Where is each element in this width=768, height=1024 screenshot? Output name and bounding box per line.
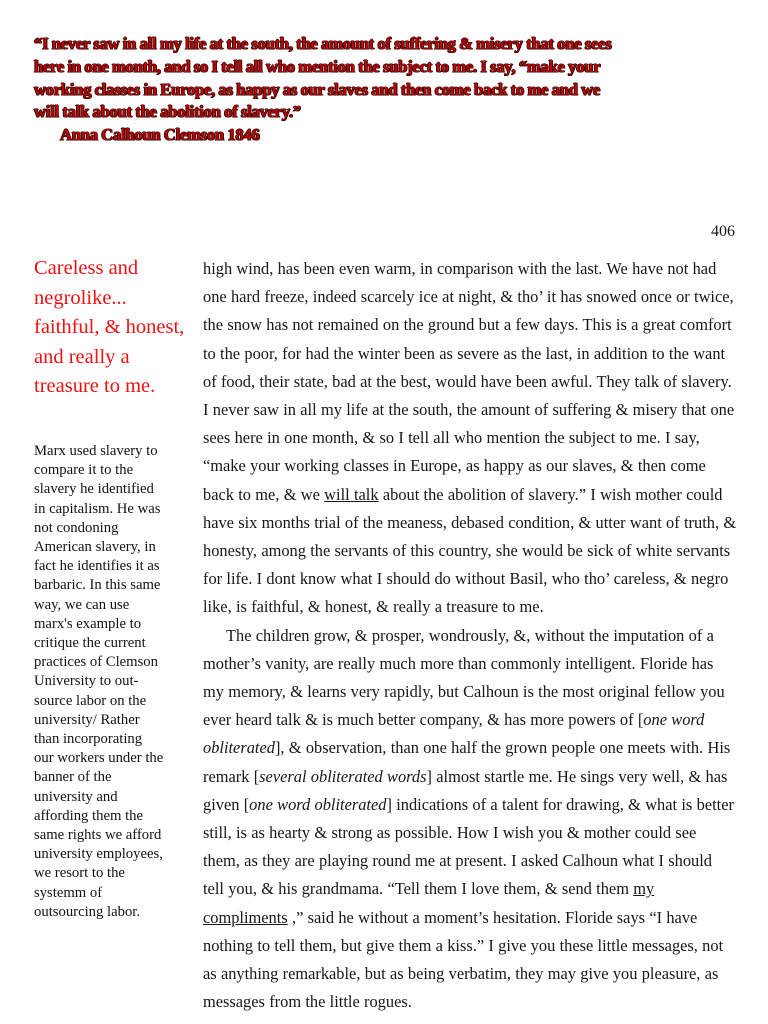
epigraph-line-1: “I never saw in all my life at the south, the amount of suffering & misery that one sees xyxy=(34,34,612,53)
epigraph-attribution: Anna Calhoun Clemson 1846 xyxy=(60,125,260,145)
paragraph-2-text-part-5: ,” said he without a moment’s hesitation. Floride says “I have nothing to tell them, but give them a kiss.” I give you these little messages, not as anything remarkable, but as being verbatim, they may give you pleasure, as messages from the little rogues. xyxy=(203,907,724,1012)
paragraph-1-text-part-2: about the abolition of slavery.” I wish mother could have six months trial of the meaness, debased condition, & utter want of truth, & honesty, among the servants of this country, she would be sick of white servants for life. I dont know what I should do without Basil, who tho’ careless, & negro like, is faithful, & honest, & really a treasure to me. xyxy=(203,484,737,617)
body-paragraph-1 xyxy=(203,255,737,622)
epigraph-quote xyxy=(34,33,740,147)
underlined-phrase-will-talk: will talk xyxy=(324,484,379,504)
paragraph-2-text-part-2: ], & observation, than one half the grown people one meets with. His remark [ xyxy=(203,738,731,786)
underlined-phrase-my-compliments: my compliments xyxy=(203,879,655,927)
margin-pullquote: Careless and negrolike... faithful, & honest, and really a treasure to me. xyxy=(34,257,185,398)
epigraph-line-2: here in one month, and so I tell all who mention the subject to me. I say, “make your xyxy=(34,56,601,76)
margin-commentary-note: Marx used slavery to compare it to the slavery he identified in capitalism. He was not condoning American slavery, in fact he identifies it as barbaric. In this same way, we can use marx's example to critique the current practices of Clemson University to out-source labor on the university/ Rather than incorporating our workers under the banner of the university and affording them the same rights we afford university employees, we resort to the systemm of outsourcing labor. xyxy=(34,442,164,920)
paragraph-2-text-part-4: ] indications of a talent for drawing, & what is better still, is as hearty & strong as possible. How I wish you & mother could see them, as they are playing round me at present. I asked Calhoun what I should tell you, & his grandmama. “Tell them I love them, & send them xyxy=(203,794,734,899)
body-paragraph-2 xyxy=(203,622,737,1017)
editorial-note-1: one word obliterated xyxy=(203,710,705,758)
margin-column xyxy=(34,254,184,922)
epigraph-line-3: working classes in Europe, as happy as our slaves and then come back to me and we xyxy=(34,79,601,99)
paragraph-2-text-part-1: The children grow, & prosper, wondrously, &, without the imputation of a mother’s vanity, are really much more than commonly intelligent. Floride has my memory, & learns very rapidly, but Calhoun is the most original fellow you ever heard talk & is much better company, & has more powers of [ xyxy=(203,625,725,730)
paragraph-2-text-part-3: ] almost startle me. He sings very well, & has given [ xyxy=(203,766,728,814)
editorial-note-2: several obliterated words xyxy=(259,766,427,786)
epigraph-line-4: will talk about the abolition of slavery.” xyxy=(34,102,301,122)
editorial-note-3: one word obliterated xyxy=(249,794,387,814)
page-number: 406 xyxy=(711,223,735,240)
paragraph-1-text-part-1: high wind, has been even warm, in comparison with the last. We have not had one hard freeze, indeed scarcely ice at night, & tho’ it has snowed once or twice, the snow has not remained on the ground but a few days. This is a great comfort to the poor, for had the winter been as severe as the last, in addition to the want of food, their state, bad at the best, would have been awful. They talk of slavery. I never saw in all my life at the south, the amount of suffering & misery that one sees here in one month, & so I tell all who mention the subject to me. I say, “make your working classes in Europe, as happy as our slaves, & then come back to me, & we xyxy=(203,259,735,504)
letter-body xyxy=(203,255,737,1016)
